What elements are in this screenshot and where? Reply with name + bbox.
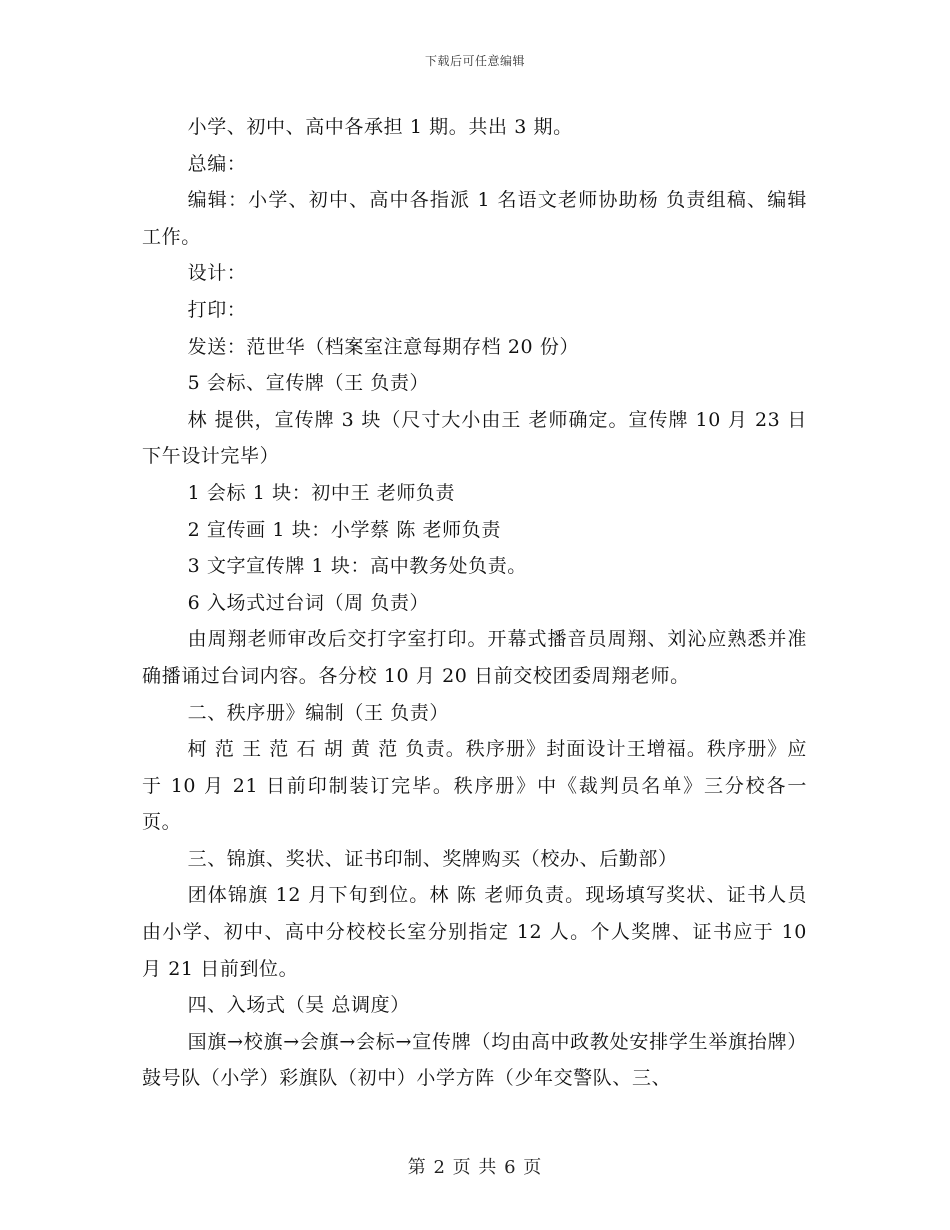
section-heading: 5 会标、宣传牌（王 负责）	[187, 372, 430, 395]
paragraph: 由周翔老师审改后交打字室打印。开幕式播音员周翔、刘沁应熟悉并准确播诵过台词内容。各分校 10 月 20 日前交校团委周翔老师。	[142, 628, 807, 687]
paragraph: 设计：	[187, 262, 247, 285]
paragraph: 柯 范 王 范 石 胡 黄 范 负责。秩序册》封面设计王增福。秩序册》应于 10 月 21 日前印制装订完毕。秩序册》中《裁判员名单》三分校各一页。	[142, 738, 807, 834]
section-heading: 二、秩序册》编制（王 负责）	[187, 701, 450, 724]
section-heading: 四、入场式（吴 总调度）	[187, 994, 410, 1017]
list-item: 1 会标 1 块：初中王 老师负责	[187, 481, 456, 504]
paragraph: 发送：范世华（档案室注意每期存档 20 份）	[187, 335, 580, 358]
paragraph: 打印：	[187, 298, 247, 321]
list-item: 2 宣传画 1 块：小学蔡 陈 老师负责	[187, 518, 501, 541]
list-item: 3 文字宣传牌 1 块：高中教务处负责。	[187, 555, 527, 578]
paragraph: 小学、初中、高中各承担 1 期。共出 3 期。	[187, 116, 573, 138]
paragraph: 国旗→校旗→会旗→会标→宣传牌（均由高中政教处安排学生举旗抬牌）鼓号队（小学）彩旗队（初中）小学方阵（少年交警队、三、	[142, 1030, 807, 1090]
page-number: 第 2 页 共 6 页	[407, 1157, 543, 1178]
section-heading: 6 入场式过台词（周 负责）	[187, 591, 430, 614]
section-heading: 三、锦旗、奖状、证书印制、奖牌购买（校办、后勤部）	[187, 847, 678, 870]
page-header-note: 下载后可任意编辑	[424, 54, 525, 68]
paragraph: 团体锦旗 12 月下旬到位。林 陈 老师负责。现场填写奖状、证书人员由小学、初中、高中分校校长室分别指定 12 人。个人奖牌、证书应于 10 月 21 日前到位。	[142, 884, 807, 980]
paragraph: 总编：	[187, 152, 247, 175]
paragraph: 编辑：小学、初中、高中各指派 1 名语文老师协助杨 负责组稿、编辑工作。	[142, 189, 807, 248]
document-body	[142, 109, 807, 1097]
paragraph: 林 提供，宣传牌 3 块（尺寸大小由王 老师确定。宣传牌 10 月 23 日下午设计完毕）	[142, 408, 807, 468]
